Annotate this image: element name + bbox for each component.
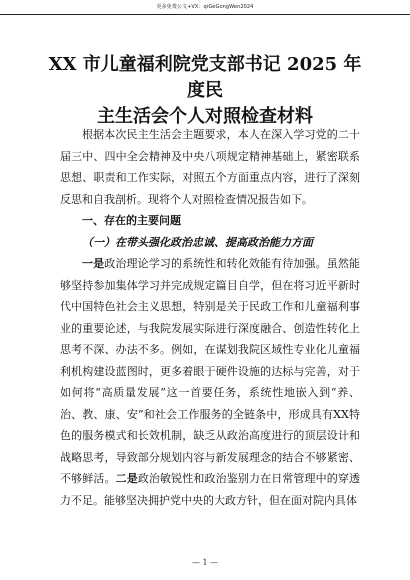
header-bar (0, 0, 410, 12)
paragraph-1-lead: 一是 (82, 257, 105, 270)
header-divider (0, 14, 410, 15)
intro-paragraph: 根据本次民主生活会主题要求，本人在深入学习党的二十届三中、四中全会精神及中央八项规定精神基础上，紧密联系思想、职责和工作实际，对照五个方面重点内容，进行了深刻反思和自我剖析。现将个人对照检查情况报告如下。 (60, 128, 360, 206)
document-body (60, 124, 360, 511)
header-watermark: 更多免费公文+VX：qiGeGongWen2024 (156, 3, 254, 10)
paragraph-1 (60, 253, 360, 511)
subsection-heading: （一）在带头强化政治忠诚、提高政治能力方面 (82, 235, 313, 249)
paragraph-2-text: 政治敏锐性和政治鉴别力在日常管理中的穿透力不足。能够坚决拥护党中央的大政方针，但在面对院内具体 (60, 472, 361, 507)
paragraph-2-lead: 二是 (115, 472, 138, 485)
page-number: — 1 — (191, 558, 219, 567)
paragraph-1-text: 政治理论学习的系统性和转化效能有待加强。虽然能够坚持参加集体学习并完成规定篇目自学，但在将习近平新时代中国特色社会主义思想，特别是关于民政工作和儿童福利事业的重要论述，与我院发展实际进行深度融合、创造性转化上思考不深、办法不多。例如，在谋划我院区域性专业化儿童福利机构建设蓝图时，更多着眼于硬件设施的达标与完善，对于如何将“高质量发展”这一首要任务，系统性地嵌入到“养、治、教、康、安”和社会工作服务的全链条中，形成具有XX特色的服务模式和长效机制，缺乏从政治高度进行的顶层设计和战略思考，导致部分规划内容与新发展理念的结合不够紧密、不够鲜活。 (60, 257, 360, 485)
title-line-1: XX 市儿童福利院党支部书记 2025 年度民 (48, 54, 362, 101)
document-title (40, 52, 370, 130)
section-heading: 一、存在的主要问题 (82, 214, 181, 227)
title-line-2: 主生活会个人对照检查材料 (97, 106, 313, 127)
